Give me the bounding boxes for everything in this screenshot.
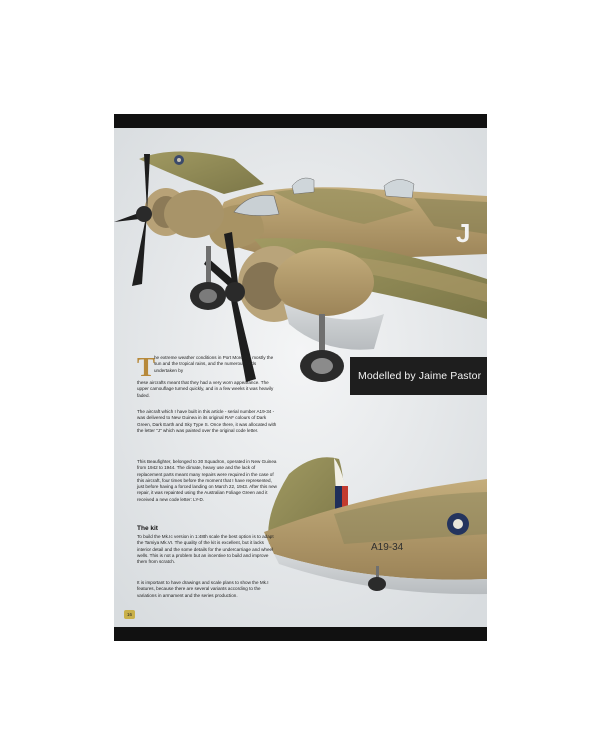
- article-paragraph-1-start: he extreme weather conditions in Port Moresby, mostly the sun and the tropical rains, and the numerous raids undertaken by: [154, 355, 274, 373]
- section-heading-the-kit: The kit: [137, 525, 158, 532]
- serial-number-marking: A19-34: [371, 542, 404, 553]
- drop-cap: T: [137, 352, 156, 382]
- article-paragraph-2: The aircraft which I have built in this article - serial number A19-34 - was delivered to New Guinea in its original RAF colours of Dark Green, Dark Earth and Sky Type S. Once there, it was allocated with the letter "J" which was painted over the original code letter.: [137, 409, 277, 433]
- article-paragraph-3: This Beaufighter, belonged to 30 Squadron, operated in New Guinea from 1942 to 1944. The climate, heavy use and the lack of replacement parts meant many repairs were required in the case of this aircraft, four times before the moment that I have represented, just before having a forced landing on March 22, 1943. After this new repair, it was repainted using the Australian Foliage Green and it received a new code letter: LY-D.: [137, 459, 277, 502]
- page-number: 16: [124, 610, 135, 619]
- article-paragraph-1-end: these aircrafts meant that they had a very worn appearance. The upper camouflage turned quickly, and in a few weeks it was heavily faded.: [137, 380, 274, 398]
- magazine-page: [114, 114, 487, 641]
- author-byline: Modelled by Jaime Pastor: [350, 357, 487, 395]
- code-letter-marking: J: [456, 218, 471, 248]
- bottom-black-bar: [114, 627, 487, 641]
- article-paragraph-5: It is important to have drawings and scale plans to show the Mk.I features, because there are several variants according to the variations in armament and the series production.: [137, 580, 269, 598]
- article-paragraph-4: To build the Mk.Ic version in 1:48th scale the best option is to adapt the Tamiya Mk.VI. The quality of the kit is excellent, but it lacks interior detail and the some details for the undercarriage and wheel wells. This is not a problem but an incentive to build and improve them from scratch.: [137, 534, 274, 565]
